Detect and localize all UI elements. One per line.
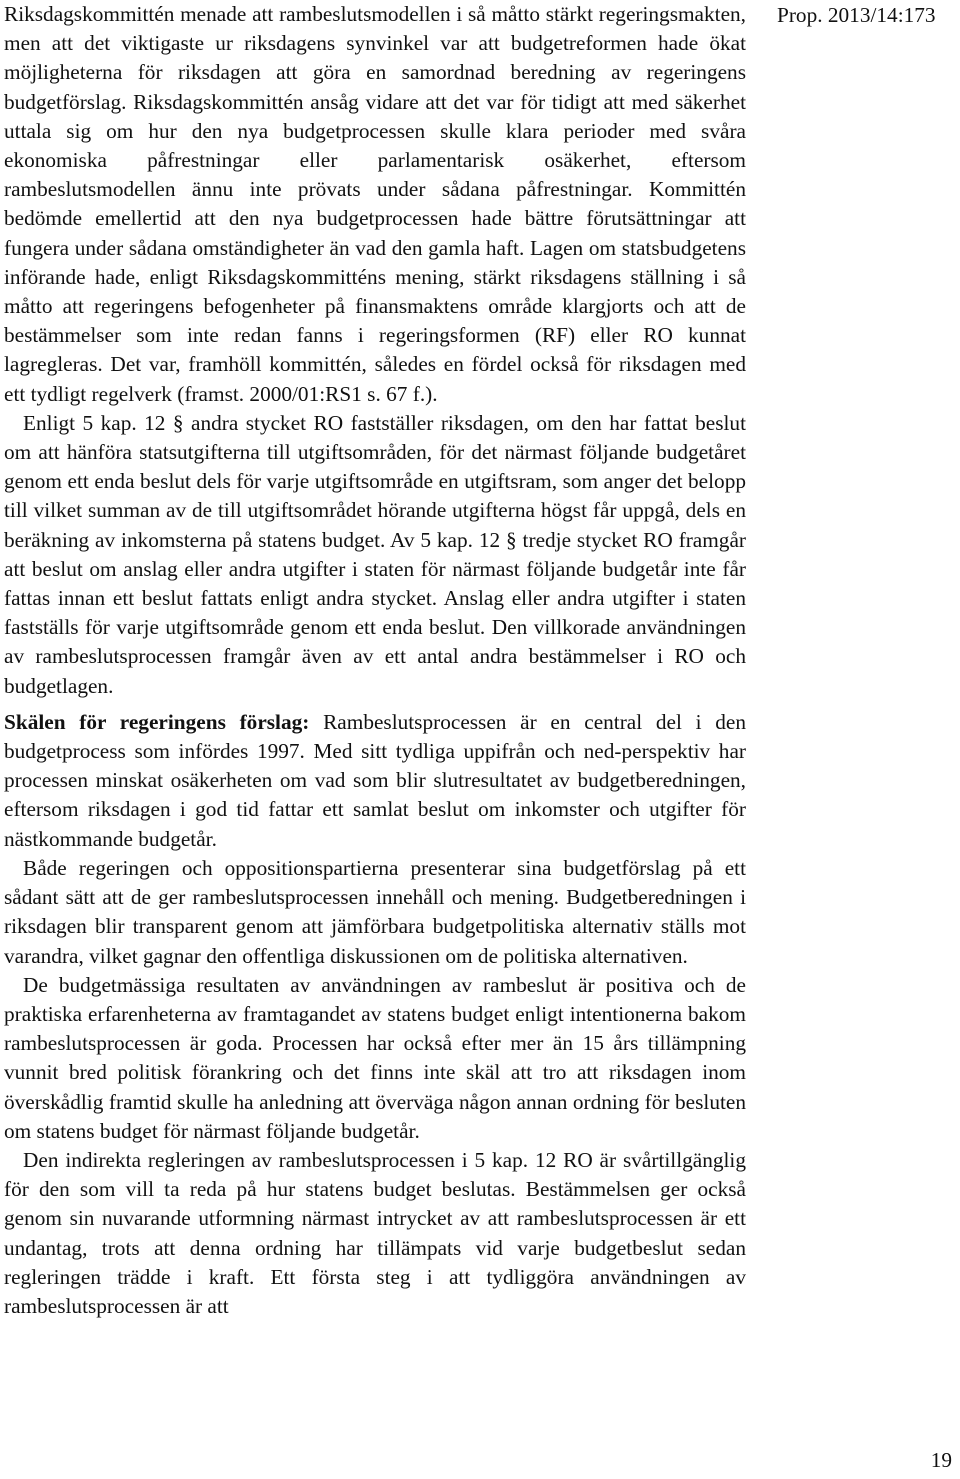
paragraph-skalen [4, 708, 746, 854]
paragraph-enligt-5-kap: Enligt 5 kap. 12 § andra stycket RO fastställer riksdagen, om den har fattat beslut om att hänföra statsutgifterna till utgiftsområden, för det närmast följande budgetåret genom ett enda beslut dels för varje utgiftsområde en utgiftsram, som anger det belopp till vilket summan av de till utgiftsområdet hörande utgifterna högst får uppgå, dels en beräkning av inkomsterna på statens budget. Av 5 kap. 12 § tredje stycket RO framgår att beslut om anslag eller andra utgifter i staten för närmast följande budgetår inte får fattas innan ett beslut fattats enligt andra stycket. Anslag eller andra utgifter i staten fastställs för varje utgiftsområde genom ett enda beslut. Den villkorade användningen av rambeslutsprocessen framgår även av ett antal andra bestämmelser i RO och budgetlagen. [4, 410, 746, 698]
body-text [4, 0, 746, 1321]
paragraph-bade-regeringen: Både regeringen och oppositionspartierna presenterar sina budgetförslag på ett sådant sätt att de ger rambeslutsprocessen innehåll och mening. Budgetberedningen i riksdagen blir transparent genom att jämförbara budgetpolitiska alternativ ställs mot varandra, vilket gagnar den offentliga diskussionen om de politiska alternativen. [4, 855, 746, 968]
proposition-reference: Prop. 2013/14:173 [777, 3, 936, 27]
paragraph-riksdagskommitten: Riksdagskommittén menade att rambeslutsmodellen i så måtto stärkt regeringsmakten, men att det viktigaste ur riksdagens synvinkel var att budgetreformen hade ökat möjligheterna för riksdagen att göra en samordnad beredning av regeringens budgetförslag. Riksdagskommittén ansåg vidare att det var för tidigt att med säkerhet uttala sig om hur den nya budgetprocessen skulle klara perioder med svåra ekonomiska påfrestningar eller parlamentarisk osäkerhet, eftersom rambeslutsmodellen ännu inte prövats under sådana påfrestningar. Kommittén bedömde emellertid att den nya budgetprocessen hade bättre förutsättningar att fungera under sådana omständigheter än vad den gamla haft. Lagen om statsbudgetens införande hade, enligt Riksdagskommitténs mening, stärkt riksdagens ställning i så måtto att regeringens befogenheter på finansmaktens område klargjorts och att de bestämmelser som inte redan fanns i regeringsformen (RF) eller RO kunnat lagregleras. Det var, framhöll kommittén, således en fördel också för riksdagen med ett tydligt regelverk (framst. 2000/01:RS1 s. 67 f.). [4, 2, 746, 406]
paragraph-budgetmassiga-resultaten: De budgetmässiga resultaten av användningen av rambeslut är positiva och de praktiska erfarenheterna av framtagandet av statens budget enligt intentionerna bakom rambeslutsprocessen är goda. Processen har också efter mer än 15 års tillämpning vunnit bred politisk förankring och det finns inte skäl att tro att riksdagen inom överskådlig framtid skulle ha anledning att överväga någon annan ordning för besluten om statens budget för närmast följande budgetår. [4, 972, 746, 1143]
paragraph-indirekta-regleringen: Den indirekta regleringen av rambeslutsprocessen i 5 kap. 12 RO är svårtillgänglig för den som vill ta reda på hur statens budget beslutas. Bestämmelsen ger också genom sin nuvarande utformning närmast intrycket av att rambeslutsprocessen är ett undantag, trots att denna ordning har tillämpats vid varje budgetbeslut sedan regleringen trädde i kraft. Ett första steg i att tydliggöra användningen av rambeslutsprocessen är att [4, 1147, 746, 1318]
paragraph-skalen-text: Rambeslutsprocessen är en central del i den budgetprocess som infördes 1997. Med sitt tydliga uppifrån och ned-perspektiv har processen minskat osäkerheten om vad som blir slutresultatet av budgetberedningen, eftersom riksdagen i god tid fattar ett samlat beslut om inkomster och utgifter för nästkommande budgetår. [4, 709, 747, 851]
paragraph-lead-heading: Skälen för regeringens förslag: [4, 709, 310, 734]
page-number: 19 [930, 1448, 952, 1472]
